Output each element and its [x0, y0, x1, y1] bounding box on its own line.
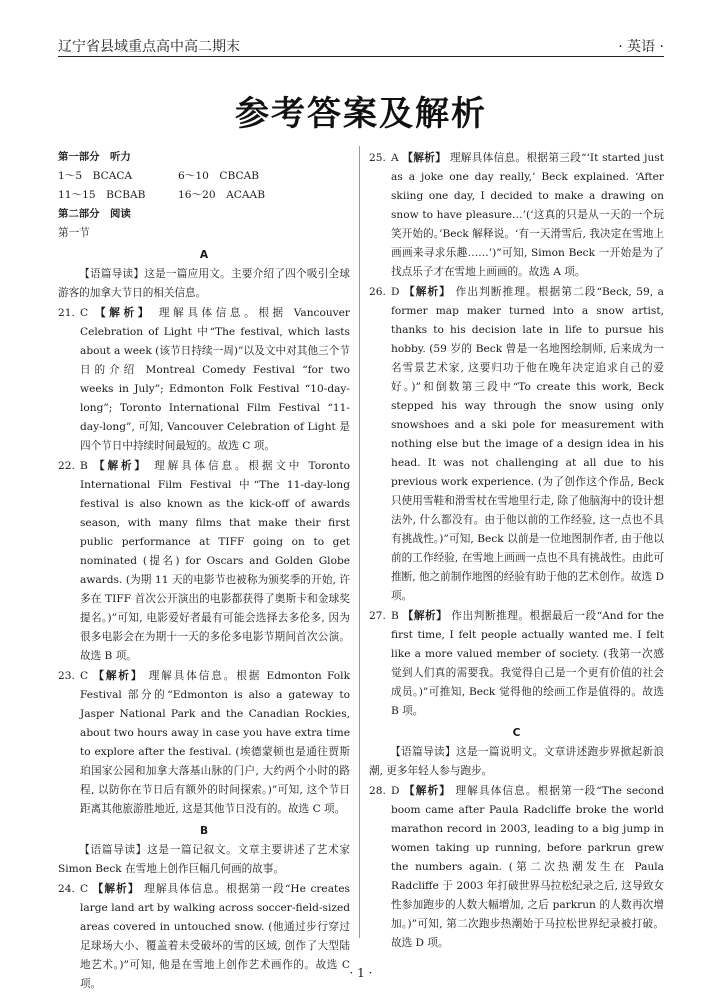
answer-row: [58, 167, 350, 186]
answer-letter: D: [391, 286, 400, 298]
answer-letter: C: [80, 883, 89, 895]
question-number: 25.: [369, 152, 386, 164]
question-number: 28.: [369, 785, 386, 797]
question-21: [58, 304, 350, 456]
part1-heading: 第一部分 听力: [58, 151, 131, 163]
analysis-tag: 【解析】: [93, 670, 144, 682]
right-column: [369, 148, 664, 953]
answer-letter: C: [80, 307, 89, 319]
analysis-text: 作出判断推理。根据最后一段“And for the first time, I felt people actually wanted me. I felt like a more valued member of society. (我第一次感觉到人们真的需要我。我觉得自己是一个更有价值的社会成员。)”可推知, Beck 觉得他的绘画工作是值得的。故选 B 项。: [391, 610, 664, 717]
question-27: [369, 607, 664, 721]
analysis-tag: 【解析】: [94, 460, 148, 472]
page-title: 参考答案及解析: [235, 94, 487, 134]
answer-range: 11～15 BCBAB: [58, 189, 146, 201]
analysis-text: 作出判断推理。根据第二段“Beck, 59, a former map maker turned into a snow artist, thanks to his decision late in life to pursue his hobby. (59 岁的 Beck 曾是一名地图绘制师, 后来成为一名雪景艺术家, 这要归功于他在晚年决定追求自己的爱好。)”和倒数第三段中“To create this work, Beck stepped his way through the snow using only snowshoes and a ski pole for measurement with nothing else but the image of a design idea in his head. It was not challenging at all due to his previous work experience. (为了创作这个作品, Beck 只使用雪鞋和滑雪杖在雪地里行走, 除了他脑海中的设计想法外, 什么都没有。由于他以前的工作经验, 这一点也不具有挑战性。)”可知, Beck 以前是一位地图制作者, 由于他以前的工作经验, 在雪地上画画一点也不具有挑战性。由此可推断, 他之前制作地图的经验有助于他的艺术创作。故选 D 项。: [391, 286, 664, 602]
analysis-text: 理解具体信息。根据第一段“The second boom came after Paula Radcliffe broke the world marathon record in 2003, leading to a big jump in women taking up running, before parkrun grew the numbers again. (第二次热潮发生在 Paula Radcliffe 于 2003 年打破世界马拉松纪录之后, 这导致女性参加跑步的人数大幅增加, 之后 parkrun 的人数再次增加。)”可知, 第二次跑步热潮始于马拉松世界纪录被打破。故选 D 项。: [391, 785, 665, 949]
analysis-text: 理解具体信息。根据第一段“He creates large land art by walking across soccer-field-sized areas covered in untouched snow. (他通过步行穿过足球场大小、覆盖着未受破坏的雪的区域, 创作了大型陆地艺术。)”可知, 他是在雪地上创作艺术画作的。故选 C 项。: [80, 883, 350, 990]
question-number: 23.: [58, 670, 75, 682]
answer-letter: B: [80, 460, 88, 472]
part2-heading: 第二部分 阅读: [58, 208, 131, 220]
question-22: [58, 457, 350, 666]
answer-range: 1～5 BCACA: [58, 170, 133, 182]
answer-range: 6～10 CBCAB: [178, 170, 260, 182]
analysis-text: 理解具体信息。根据 Vancouver Celebration of Light 中“The festival, which lasts about a week (该节日持续一周)”以及文中对其他三个节日的介绍 Montreal Comedy Festival “for two weeks in July”; Edmonton Folk Festival “10-day-long”; Toronto International Film Festival “11-day-long”, 可知, Vancouver Celebration of Light 是四个节日中持续时间最短的。故选 C 项。: [80, 307, 350, 452]
question-28: [369, 782, 664, 953]
analysis-text: 理解具体信息。根据 Edmonton Folk Festival 部分的“Edmonton is also a gateway to Jasper National Park and the Canadian Rockies, about two hours away in case you have extra time to explore after the festival. (埃德蒙顿也是通往贾斯珀国家公园和加拿大落基山脉的门户, 大约两个小时的路程, 以防你在节日后有额外的时间探索。)”可知, 这个节日距离其他旅游胜地近, 这是其他节日没有的。故选 C 项。: [80, 670, 350, 815]
answer-letter: D: [391, 785, 400, 797]
passage-letter-a: A: [199, 249, 209, 261]
passage-guide-c: 【语篇导读】这是一篇说明文。文章讲述跑步界掀起新浪潮, 更多年轻人参与跑步。: [369, 746, 664, 777]
analysis-tag: 【解析】: [402, 152, 447, 164]
question-number: 26.: [369, 286, 386, 298]
question-number: 27.: [369, 610, 386, 622]
analysis-text: 理解具体信息。根据文中 Toronto International Film Festival 中“The 11-day-long festival is also known as the kick-off of awards season, with many films that make their first public performance at TIFF going on to get nominated (提名) for Oscars and Golden Globe awards. (为期 11 天的电影节也被称为颁奖季的开始, 许多在 TIFF 首次公开演出的电影都获得了奥斯卡和金球奖提名。)”可知, 电影爱好者最有可能会选择去多伦多, 因为很多电影会在为期十一天的多伦多电影节期间首次公演。故选 B 项。: [80, 460, 351, 662]
column-divider: [359, 146, 360, 938]
left-column: [58, 148, 350, 994]
question-number: 24.: [58, 883, 75, 895]
analysis-tag: 【解析】: [404, 286, 452, 298]
answer-letter: C: [80, 670, 89, 682]
question-number: 22.: [58, 460, 75, 472]
subject-label: · 英语 ·: [618, 39, 664, 55]
answer-letter: A: [391, 152, 399, 164]
passage-guide-a: 【语篇导读】这是一篇应用文。主要介绍了四个吸引全球游客的加拿大节日的相关信息。: [58, 268, 350, 299]
question-26: [369, 283, 664, 606]
analysis-text: 理解具体信息。根据第三段“‘It started just as a joke one day really,’ Beck explained. ‘After skiing one day, I decided to make a drawing on snow to have pleasure…’(‘这真的只是从一天的一个玩笑开始的。’Beck 解释说。‘有一天滑雪后, 我决定在雪地上画画来寻求乐趣……’)”可知, Simon Beck 一开始是为了找点乐子才在雪地上画画的。故选 A 项。: [391, 152, 664, 278]
analysis-tag: 【解析】: [92, 883, 140, 895]
question-number: 21.: [58, 307, 75, 319]
question-23: [58, 667, 350, 819]
passage-letter-c: C: [512, 727, 521, 739]
exam-title: 辽宁省县域重点高中高二期末: [58, 39, 240, 55]
answer-range: 16～20 ACAAB: [178, 189, 265, 201]
page-number: · 1 ·: [349, 966, 373, 980]
question-25: [369, 149, 664, 282]
analysis-tag: 【解析】: [95, 307, 152, 319]
answer-letter: B: [391, 610, 399, 622]
passage-guide-b: 【语篇导读】这是一篇记叙文。文章主要讲述了艺术家 Simon Beck 在雪地上创作巨幅几何画的故事。: [58, 844, 350, 875]
passage-letter-b: B: [199, 825, 209, 837]
analysis-tag: 【解析】: [404, 785, 451, 797]
page-header: [58, 34, 664, 57]
answer-row: [58, 186, 350, 205]
section1-heading: 第一节: [58, 227, 90, 239]
analysis-tag: 【解析】: [402, 610, 448, 622]
